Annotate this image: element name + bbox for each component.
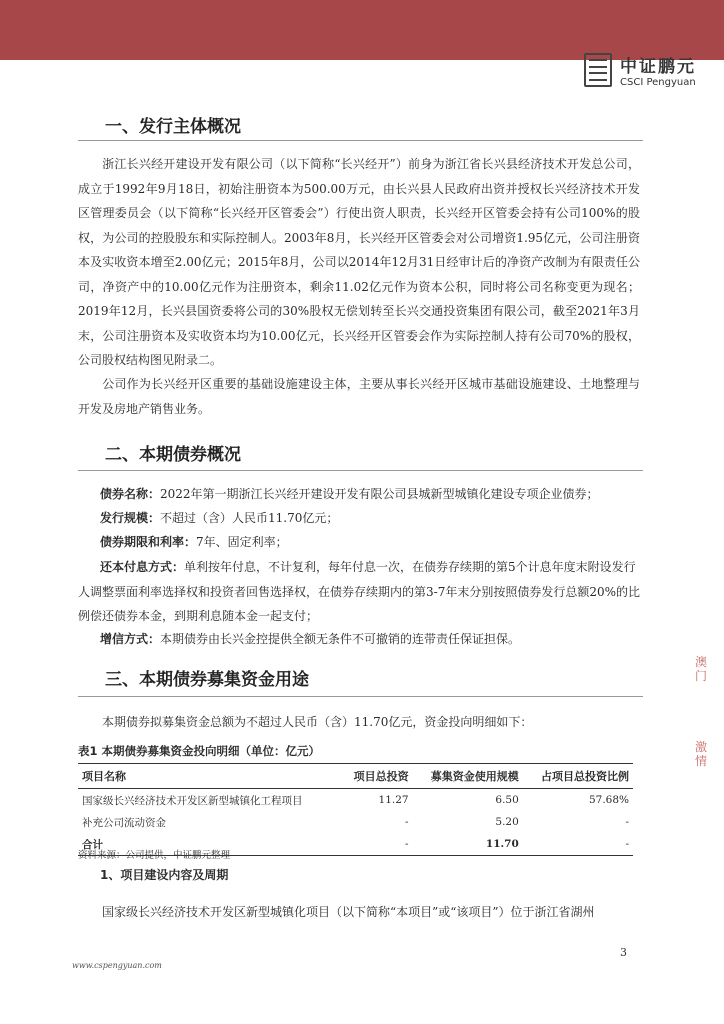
section-divider [78, 470, 643, 471]
section-divider [78, 696, 643, 697]
table-cell: 合计 [78, 833, 340, 856]
column-header: 募集资金使用规模 [413, 764, 523, 789]
table-source-note: 资料来源：公司提供，中证鹏元整理 [78, 850, 231, 861]
column-header: 项目名称 [78, 764, 340, 789]
seal-stamp: 激情 [694, 740, 707, 768]
table-cell: 6.50 [495, 794, 519, 806]
bond-term: 债券期限和利率：7年、固定利率； [100, 535, 288, 549]
paragraph-text: 本期债券拟募集资金总额为不超过人民币（含）11.70亿元，资金投向明细如下： [102, 715, 533, 729]
header-band [0, 0, 724, 60]
paragraph [78, 372, 640, 421]
bond-size: 发行规模：不超过（含）人民币11.70亿元； [100, 511, 339, 525]
table-cell: 补充公司流动资金 [82, 816, 166, 829]
column-header: 占项目总投资比例 [523, 764, 633, 789]
fund-allocation-table [78, 763, 633, 856]
section-title-2: 二、本期债券概况 [105, 445, 241, 465]
brand-name-en: CSCI Pengyuan [620, 77, 696, 88]
footer-url: www.cspengyuan.com [72, 961, 162, 970]
table-cell: 57.68% [588, 794, 629, 806]
table-cell: - [625, 816, 629, 828]
paragraph-text: 公司作为长兴经开区重要的基础设施建设主体，主要从事长兴经开区城市基础设施建设、土地整理与开发及房地产销售业务。 [78, 377, 640, 416]
paragraph-text: 浙江长兴经开建设开发有限公司（以下简称“长兴经开”）前身为浙江省长兴县经济技术开发总公司，成立于1992年9月18日，初始注册资本为500.00万元，由长兴县人民政府出资并授权长兴经济技术开发区管理委员会（以下简称“长兴经开区管委会”）行使出资人职责，长兴经开区管委会持有公司100%的股权，为公司的控股股东和实际控制人。2003年8月，长兴经开区管委会对公司增资1.95亿元，公司注册资本及实收资本增至2.00亿元；2015年8月，公司以2014年12月31日经审计后的净资产改制为有限责任公司，净资产中的10.00亿元作为注册资本，剩余11.02亿元作为资本公积，同时将公司名称变更为现名；2019年12月，长兴县国资委将公司的30%股权无偿划转至长兴交通投资集团有限公司，截至2021年3月末，公司注册资本及实收资本均为10.00亿元，长兴经开区管委会作为实际控制人持有公司70%的股权，公司股权结构图见附录二。 [78, 157, 640, 367]
bond-credit-enhancement: 增信方式：本期债券由长兴金控提供全额无条件不可撤销的连带责任保证担保。 [100, 632, 521, 646]
table-row [78, 811, 633, 833]
section-divider [78, 140, 643, 141]
table-cell: 5.20 [495, 816, 519, 828]
table-header-row [78, 764, 633, 789]
subsection-title: 1、项目建设内容及周期 [100, 868, 229, 882]
paragraph [78, 900, 640, 925]
page-number: 3 [620, 946, 627, 959]
brand-logo [584, 52, 696, 88]
table-caption: 表1 本期债券募集资金投向明细（单位：亿元） [78, 744, 321, 758]
brand-mark-icon [584, 53, 612, 87]
column-header: 项目总投资 [340, 764, 412, 789]
bond-name: 债券名称：2022年第一期浙江长兴经开建设开发有限公司县城新型城镇化建设专项企业债券； [100, 487, 599, 501]
paragraph [78, 152, 640, 373]
paragraph [78, 710, 640, 735]
paragraph-text: 国家级长兴经济技术开发区新型城镇化项目（以下简称“本项目”或“该项目”）位于浙江省湖州 [102, 905, 595, 919]
table-cell: 11.70 [413, 833, 523, 856]
table-cell: 国家级长兴经济技术开发区新型城镇化工程项目 [82, 794, 303, 807]
section-title-1: 一、发行主体概况 [105, 117, 241, 137]
table-cell: - [340, 833, 412, 856]
table-cell: - [523, 833, 633, 856]
table-cell: 11.27 [378, 794, 409, 806]
seal-stamp: 澳门 [694, 655, 707, 683]
table-row [78, 789, 633, 812]
bond-repayment: 还本付息方式：单利按年付息，不计复利，每年付息一次，在债券存续期的第5个计息年度末附设发行人调整票面利率选择权和投资者回售选择权，在债券存续期内的第3-7年末分别按照债券发行总额20%的比例偿还债券本金，到期利息随本金一起支付； [78, 560, 641, 623]
section-title-3: 三、本期债券募集资金用途 [105, 670, 309, 690]
table-cell: - [405, 816, 409, 828]
brand-name-cn: 中证鹏元 [620, 57, 696, 77]
